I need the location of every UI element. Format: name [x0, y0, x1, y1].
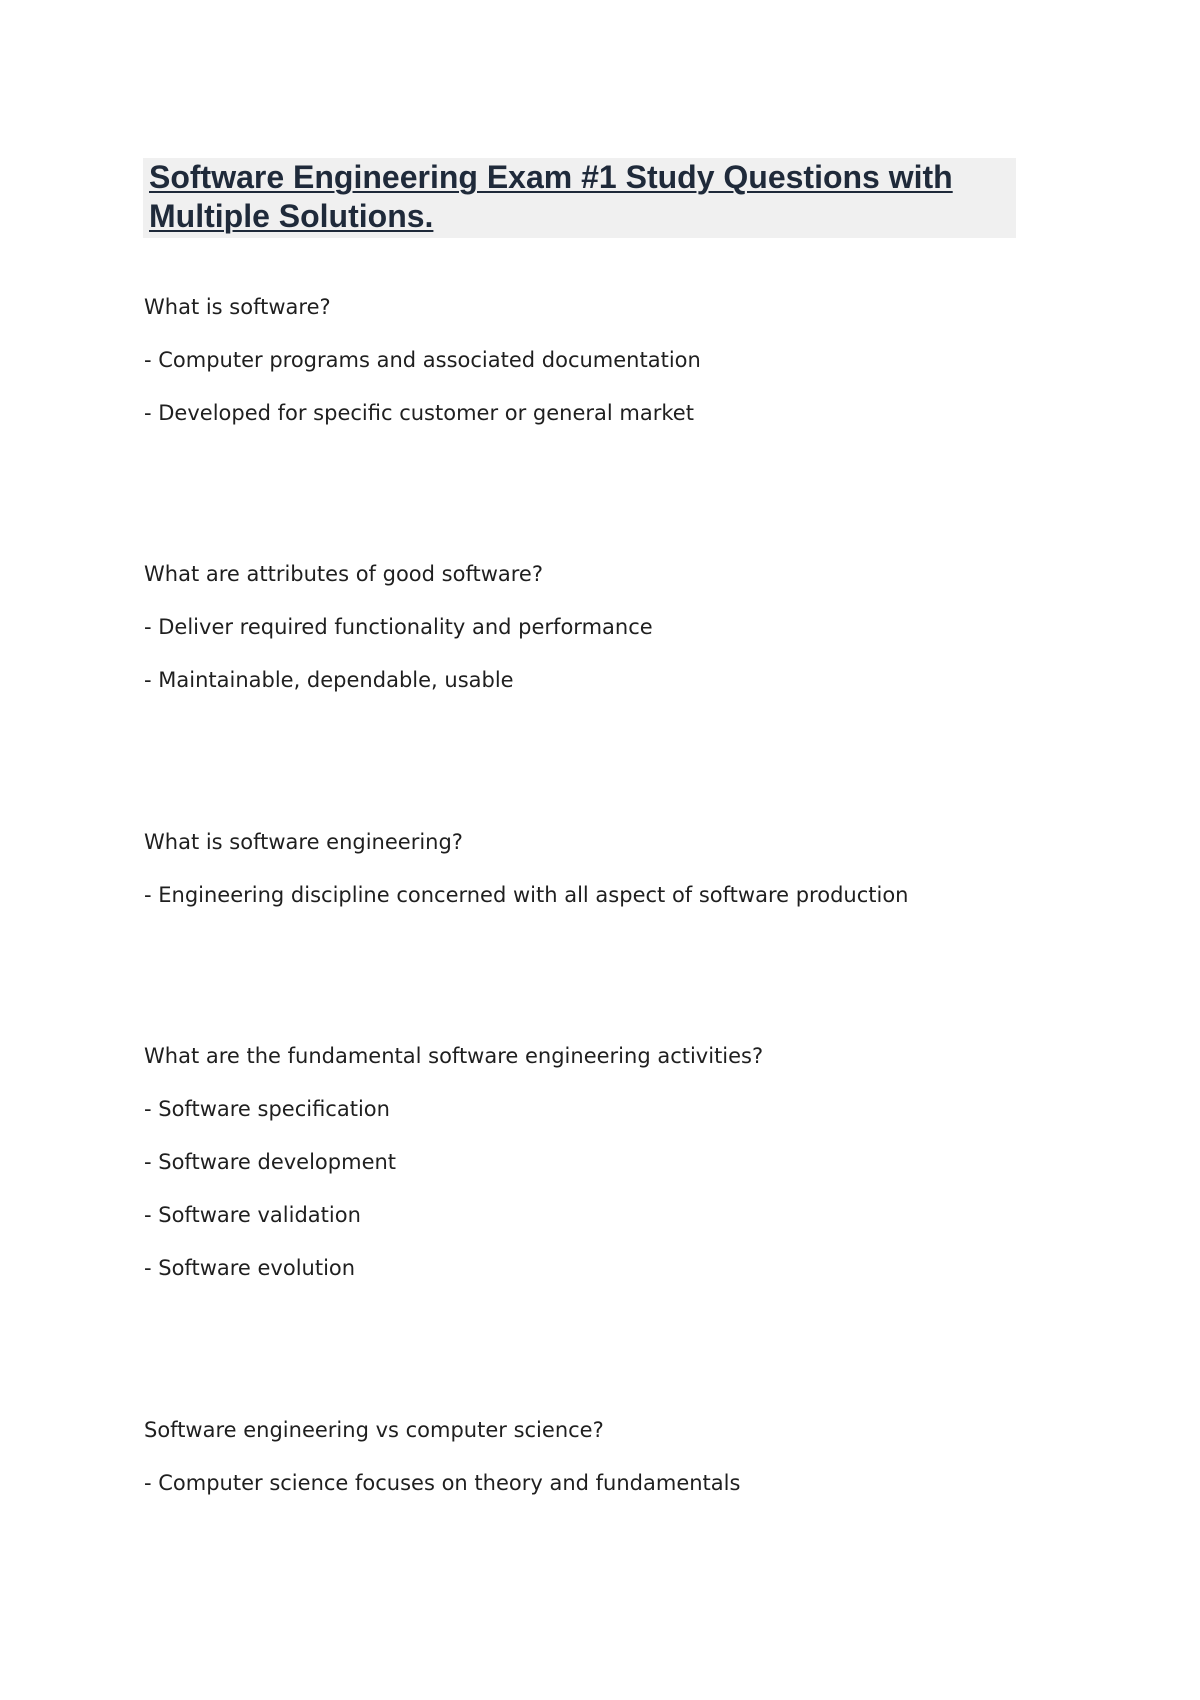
answer-text: - Engineering discipline concerned with all aspect of software production	[144, 883, 909, 907]
question-text: What is software?	[144, 295, 331, 319]
answer-text: - Computer programs and associated documentation	[144, 348, 701, 372]
qa-section-what-is-software-engineering	[144, 829, 1044, 909]
question-text: What are the fundamental software engineering activities?	[144, 1044, 764, 1068]
qa-section-se-vs-cs	[144, 1417, 1044, 1497]
answer-text: - Software specification	[144, 1097, 390, 1121]
answer-text: - Software development	[144, 1150, 397, 1174]
answer-text: - Deliver required functionality and performance	[144, 615, 653, 639]
qa-section-fundamental-activities	[144, 1043, 1044, 1282]
question-text: What is software engineering?	[144, 830, 463, 854]
answer-text: - Software validation	[144, 1203, 361, 1227]
qa-section-good-software-attributes	[144, 561, 1044, 694]
answer-text: - Software evolution	[144, 1256, 356, 1280]
answer-text: - Developed for specific customer or general market	[144, 401, 694, 425]
answer-text: - Maintainable, dependable, usable	[144, 668, 514, 692]
document-title: Software Engineering Exam #1 Study Questions with Multiple Solutions.	[149, 159, 953, 234]
answer-text: - Computer science focuses on theory and fundamentals	[144, 1471, 741, 1495]
question-text: What are attributes of good software?	[144, 562, 543, 586]
qa-section-what-is-software	[144, 294, 1044, 427]
title-banner	[143, 158, 1016, 238]
question-text: Software engineering vs computer science?	[144, 1418, 604, 1442]
